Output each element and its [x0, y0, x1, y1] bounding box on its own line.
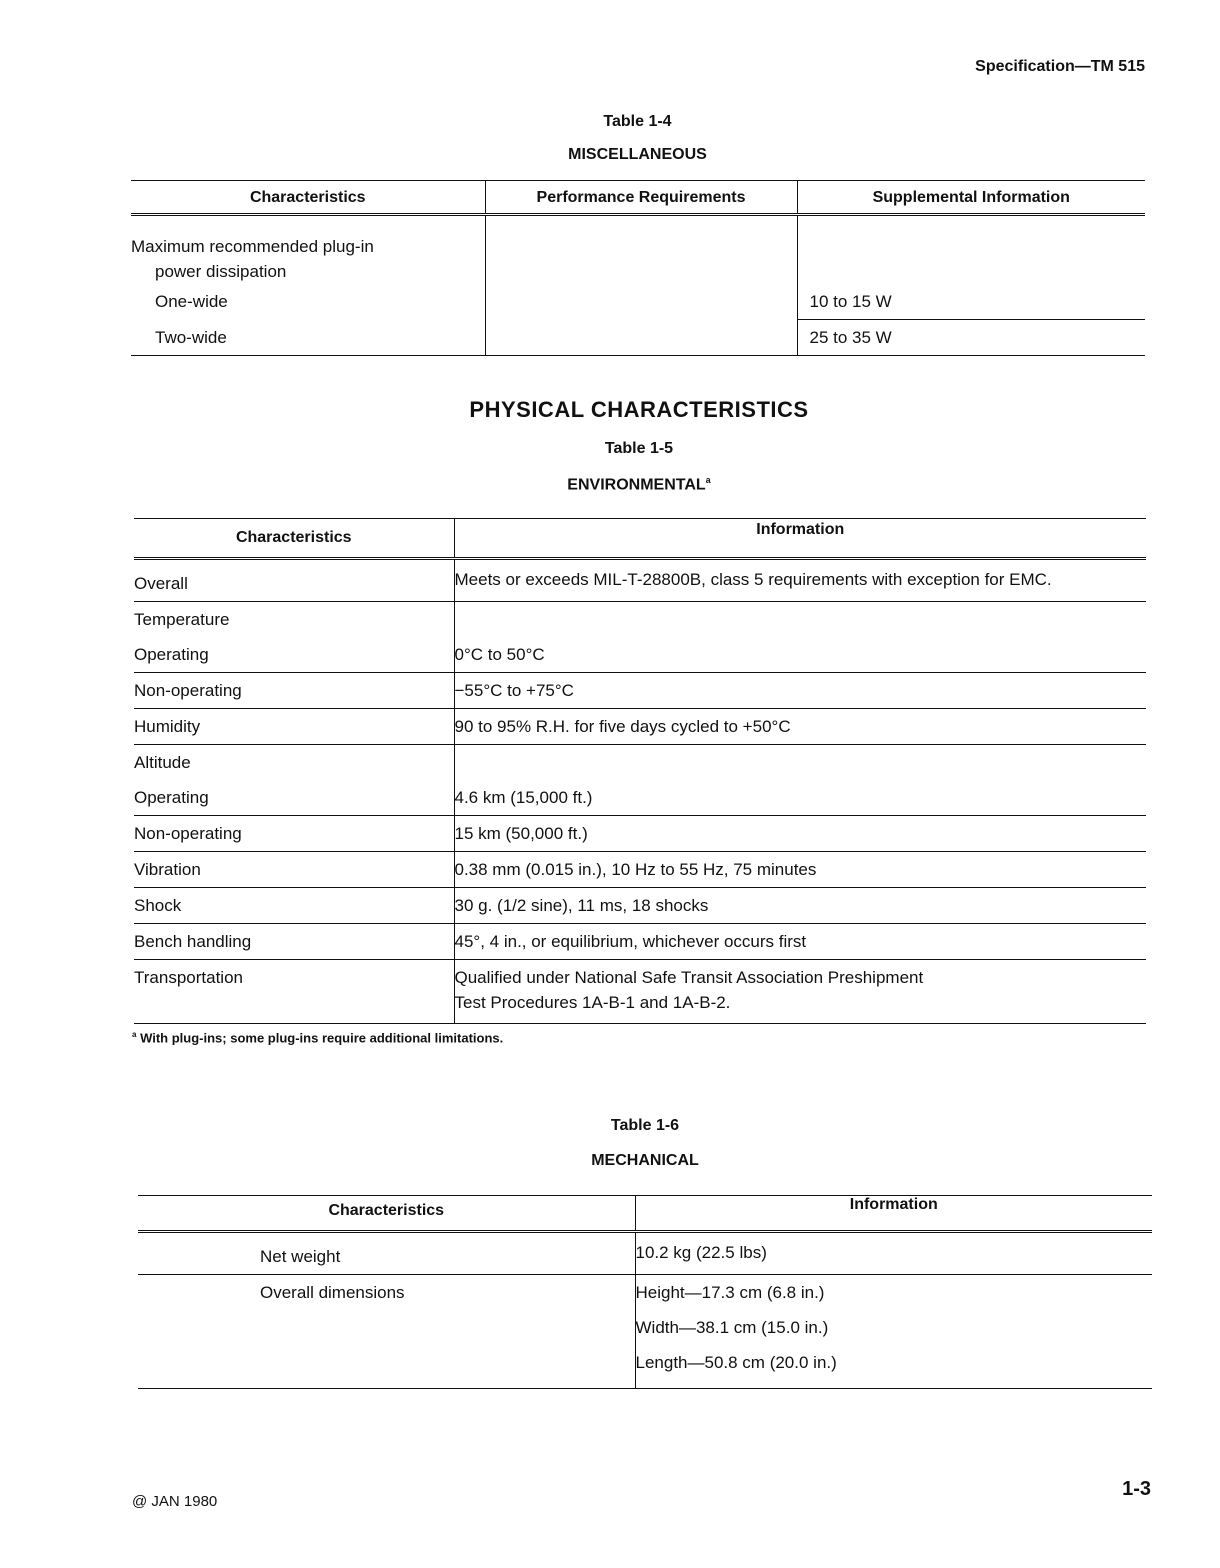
table5 [134, 518, 1146, 1024]
table-row [131, 320, 1145, 356]
table5-row-vibration-char: Vibration [134, 860, 201, 879]
table-row [131, 284, 1145, 320]
table6-row-width-info: Width—38.1 cm (15.0 in.) [635, 1310, 1152, 1345]
table5-row-shock-info: 30 g. (1/2 sine), 11 ms, 18 shocks [454, 888, 1146, 924]
table5-row-humidity-char: Humidity [134, 717, 201, 736]
table5-col-characteristics: Characteristics [134, 519, 454, 559]
table5-row-overall-char: Overall [134, 574, 188, 593]
table5-title-mark: a [705, 475, 711, 485]
table5-footnote: With plug-ins; some plug-ins require additional limitations. [140, 1030, 504, 1046]
table5-row-temperature-char: Temperature [134, 610, 230, 629]
page-number: 1-3 [1122, 1478, 1151, 1500]
table5-row-alt-op-char: Operating [134, 788, 209, 807]
table-row [134, 852, 1146, 888]
table5-row-bench-char: Bench handling [134, 932, 252, 951]
table5-col-information: Information [454, 519, 1146, 559]
table6-col-characteristics: Characteristics [138, 1196, 635, 1232]
table-row [134, 637, 1146, 673]
table5-row-transport-char: Transportation [134, 968, 243, 987]
table6 [138, 1195, 1152, 1389]
table5-row-transport-info: Qualified under National Safe Transit Association Preshipment [454, 968, 924, 987]
table5-row-shock-char: Shock [134, 896, 182, 915]
table-row [134, 888, 1146, 924]
table5-row-bench-info: 45°, 4 in., or equilibrium, whichever occurs first [454, 924, 1146, 960]
table-row [134, 780, 1146, 816]
table5-row-alt-op-info: 4.6 km (15,000 ft.) [454, 780, 1146, 816]
table5-row-temp-op-char: Operating [134, 645, 209, 664]
table6-row-length-info: Length—50.8 cm (20.0 in.) [635, 1345, 1152, 1389]
table6-row-weight-info: 10.2 kg (22.5 lbs) [635, 1232, 1152, 1275]
table5-row-alt-nonop-char: Non-operating [134, 824, 242, 843]
table-row [134, 816, 1146, 852]
footer-date: @ JAN 1980 [132, 1493, 218, 1510]
table-row [138, 1275, 1152, 1311]
table5-row-humidity-info: 90 to 95% R.H. for five days cycled to +50°C [454, 709, 1146, 745]
table-row [134, 709, 1146, 745]
table-row [134, 602, 1146, 638]
table4-col-characteristics: Characteristics [131, 181, 485, 215]
table5-row-vibration-info: 0.38 mm (0.015 in.), 10 Hz to 55 Hz, 75 minutes [454, 852, 1146, 888]
table5-row-altitude-char: Altitude [134, 753, 191, 772]
table-row [134, 673, 1146, 709]
table-row [134, 960, 1146, 1024]
table4-group-label-2: power dissipation [155, 262, 287, 281]
table6-row-height-info: Height—17.3 cm (6.8 in.) [635, 1275, 1152, 1311]
table-row [138, 1232, 1152, 1275]
table6-row-weight-char: Net weight [260, 1247, 341, 1266]
table-row [138, 1310, 1152, 1345]
table4-row2-char: Two-wide [155, 327, 227, 347]
table6-row-dimensions-char: Overall dimensions [138, 1275, 635, 1311]
table4-label: Table 1-4 [603, 113, 672, 130]
table4-row1-char: One-wide [155, 292, 228, 311]
table5-label: Table 1-5 [604, 440, 674, 457]
table4-col-performance: Performance Requirements [485, 181, 797, 215]
table-row [134, 924, 1146, 960]
table4-row1-info: 10 to 15 W [797, 284, 1145, 320]
table4-title: MISCELLANEOUS [568, 146, 707, 163]
table-row [138, 1345, 1152, 1389]
table-row [134, 745, 1146, 781]
table4-group-label-1: Maximum recommended plug-in [131, 237, 374, 256]
table5-footnote-mark: a [132, 1030, 137, 1039]
running-header: Specification—TM 515 [975, 58, 1145, 75]
table5-title: ENVIRONMENTAL [567, 476, 706, 494]
table6-title: MECHANICAL [591, 1152, 699, 1169]
table5-title-wrap [0, 475, 1220, 494]
table5-row-temp-nonop-info: −55°C to +75°C [454, 673, 1146, 709]
table5-row-alt-nonop-info: 15 km (50,000 ft.) [454, 816, 1146, 852]
table5-row-overall-info: Meets or exceeds MIL-T-28800B, class 5 requirements with exception for EMC. [454, 559, 1146, 602]
table6-col-information: Information [635, 1196, 1152, 1232]
table4-col-supplemental: Supplemental Information [797, 181, 1145, 215]
table5-row-temp-op-info: 0°C to 50°C [454, 637, 1146, 673]
table4 [131, 180, 1145, 356]
table4-row2-info: 25 to 35 W [797, 320, 1145, 356]
table5-footnote-wrap [132, 1030, 503, 1045]
table5-row-transport-info2: Test Procedures 1A-B-1 and 1A-B-2. [454, 993, 731, 1012]
table5-row-temp-nonop-char: Non-operating [134, 681, 242, 700]
section-heading: PHYSICAL CHARACTERISTICS [469, 397, 809, 422]
table6-label: Table 1-6 [610, 1117, 680, 1134]
table-row [134, 559, 1146, 602]
